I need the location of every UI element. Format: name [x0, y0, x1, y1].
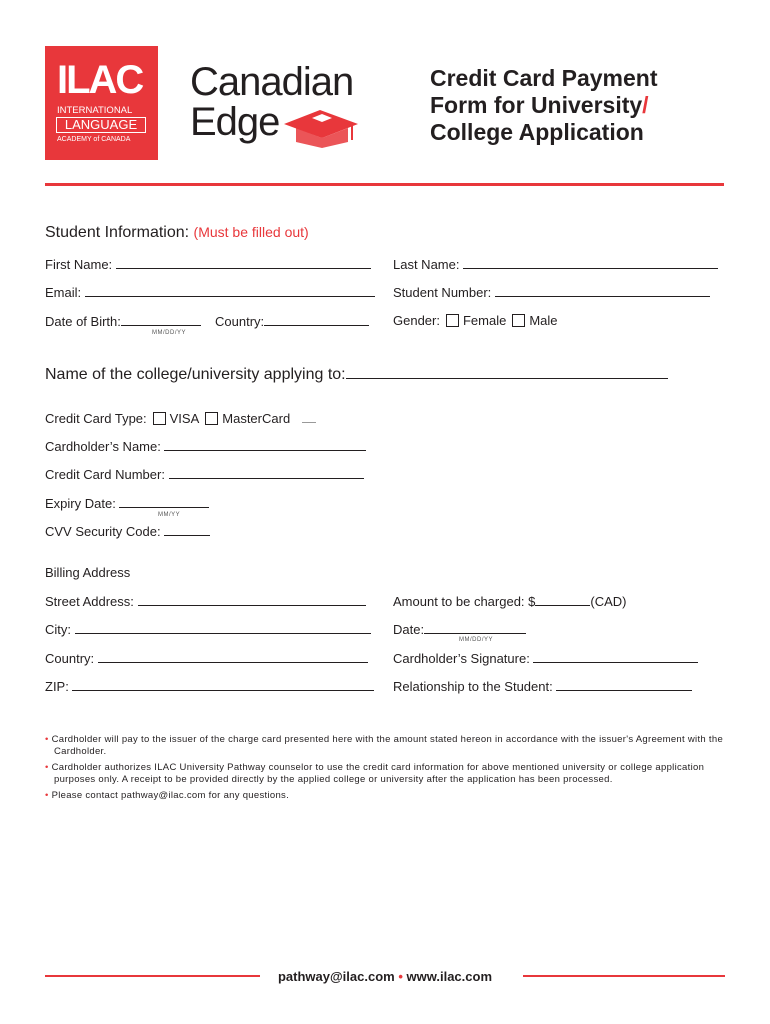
amount-input[interactable]: [535, 593, 590, 606]
billing-country-label: Country:: [45, 651, 95, 666]
expiry-hint: MM/YY: [158, 512, 181, 518]
mastercard-checkbox[interactable]: [205, 412, 218, 425]
relationship-label: Relationship to the Student:: [393, 679, 553, 694]
card-type-other-line: [302, 410, 316, 423]
card-number-input[interactable]: [169, 466, 364, 479]
footer-email[interactable]: pathway@ilac.com: [277, 969, 395, 984]
signature-input[interactable]: [533, 650, 698, 663]
zip-input[interactable]: [72, 678, 374, 691]
city-label: City:: [45, 622, 71, 637]
female-checkbox[interactable]: [446, 314, 459, 327]
first-name-label: First Name:: [45, 257, 113, 272]
ilac-wordmark: ILAC: [57, 58, 143, 102]
canadian-edge-logo: [190, 60, 370, 155]
zip-field: [45, 678, 374, 695]
college-input[interactable]: [346, 364, 668, 379]
date-label: Date:: [393, 622, 425, 637]
student-country-label: Country:: [215, 314, 265, 329]
cardholder-name-field: [45, 438, 366, 455]
dob-field: [45, 313, 201, 330]
mastercard-label: MasterCard: [222, 411, 291, 426]
title-line2: Form for University: [430, 92, 643, 118]
expiry-input[interactable]: [119, 495, 209, 508]
male-label: Male: [529, 313, 558, 328]
city-input[interactable]: [75, 621, 371, 634]
required-note: (Must be filled out): [193, 224, 309, 240]
ilac-logo-line2: LANGUAGE: [56, 117, 146, 133]
note-text: Cardholder will pay to the issuer of the charge card presented here with the amount stated hereon in accordance with the issuer's Agreement with the Cardholder.: [51, 734, 724, 757]
note-item: [45, 734, 725, 758]
cvv-input[interactable]: [164, 523, 210, 536]
zip-label: ZIP:: [45, 679, 69, 694]
male-checkbox[interactable]: [512, 314, 525, 327]
title-line1: Credit Card Payment: [430, 65, 658, 91]
city-field: [45, 621, 371, 638]
ilac-logo-line1: INTERNATIONAL: [57, 105, 133, 116]
first-name-field: [45, 256, 371, 273]
visa-label: VISA: [169, 411, 200, 426]
student-info-heading-wrap: [45, 222, 309, 243]
student-number-label: Student Number:: [393, 285, 492, 300]
card-type-field: [45, 410, 316, 427]
email-input[interactable]: [85, 284, 375, 297]
signature-field: [393, 650, 698, 667]
first-name-input[interactable]: [116, 256, 371, 269]
street-label: Street Address:: [45, 594, 134, 609]
dob-hint: MM/DD/YY: [152, 330, 186, 336]
title-line2-wrap: [430, 92, 730, 119]
card-type-label: Credit Card Type:: [45, 411, 147, 426]
note-bullet: •: [45, 762, 52, 773]
expiry-field: [45, 495, 209, 512]
last-name-field: [393, 256, 718, 273]
amount-label: Amount to be charged:: [393, 594, 525, 609]
relationship-field: [393, 678, 692, 695]
note-item: [45, 790, 725, 802]
amount-currency: (CAD): [590, 594, 627, 609]
email-field: [45, 284, 375, 301]
billing-heading: Billing Address: [45, 565, 131, 580]
relationship-input[interactable]: [556, 678, 692, 691]
note-text: Cardholder authorizes ILAC University Pathway counselor to use the credit card information for above mentioned university or college application purposes only. A receipt to be provided directly by the applied college or university after the application has been processed.: [51, 762, 705, 785]
billing-country-input[interactable]: [98, 650, 368, 663]
header-divider: [45, 183, 724, 186]
title-slash: /: [642, 92, 649, 118]
cvv-field: [45, 523, 210, 540]
canadian-edge-word2: Edge: [190, 100, 280, 144]
footer-separator: •: [398, 969, 403, 984]
canadian-edge-word1: Canadian: [190, 60, 354, 104]
footer-contact: [0, 969, 770, 984]
ilac-logo: [45, 46, 158, 160]
last-name-input[interactable]: [463, 256, 718, 269]
amount-field: [393, 593, 627, 610]
title-line3: College Application: [430, 119, 644, 145]
cardholder-name-label: Cardholder’s Name:: [45, 439, 161, 454]
footer-website[interactable]: www.ilac.com: [406, 969, 493, 984]
student-number-field: [393, 284, 710, 301]
visa-checkbox[interactable]: [153, 412, 166, 425]
date-input[interactable]: [424, 621, 526, 634]
billing-country-field: [45, 650, 368, 667]
student-country-field: [215, 313, 369, 330]
college-label: Name of the college/university applying to:: [45, 366, 346, 383]
note-bullet: •: [45, 790, 52, 801]
last-name-label: Last Name:: [393, 257, 460, 272]
note-bullet: •: [45, 734, 52, 745]
card-number-label: Credit Card Number:: [45, 467, 165, 482]
graduation-cap-icon: [282, 108, 362, 148]
gender-field: [393, 313, 558, 329]
student-country-input[interactable]: [264, 313, 369, 326]
expiry-label: Expiry Date:: [45, 496, 116, 511]
college-field: [45, 364, 668, 385]
note-item: [45, 762, 725, 786]
date-hint: MM/DD/YY: [459, 637, 493, 643]
female-label: Female: [462, 313, 507, 328]
student-info-heading: Student Information:: [45, 224, 190, 241]
notes-list: [45, 734, 725, 802]
street-input[interactable]: [138, 593, 366, 606]
student-number-input[interactable]: [495, 284, 710, 297]
cvv-label: CVV Security Code:: [45, 524, 161, 539]
date-field: [393, 621, 526, 638]
amount-currency-symbol: $: [528, 594, 536, 609]
gender-label: Gender:: [393, 313, 440, 328]
form-title: [430, 65, 730, 146]
dob-input[interactable]: [121, 313, 201, 326]
dob-label: Date of Birth:: [45, 314, 121, 329]
cardholder-name-input[interactable]: [164, 438, 366, 451]
street-field: [45, 593, 366, 610]
card-number-field: [45, 466, 364, 483]
ilac-logo-line3: ACADEMY of CANADA: [57, 136, 131, 143]
email-label: Email:: [45, 285, 82, 300]
signature-label: Cardholder’s Signature:: [393, 651, 530, 666]
note-text: Please contact pathway@ilac.com for any questions.: [51, 790, 290, 801]
